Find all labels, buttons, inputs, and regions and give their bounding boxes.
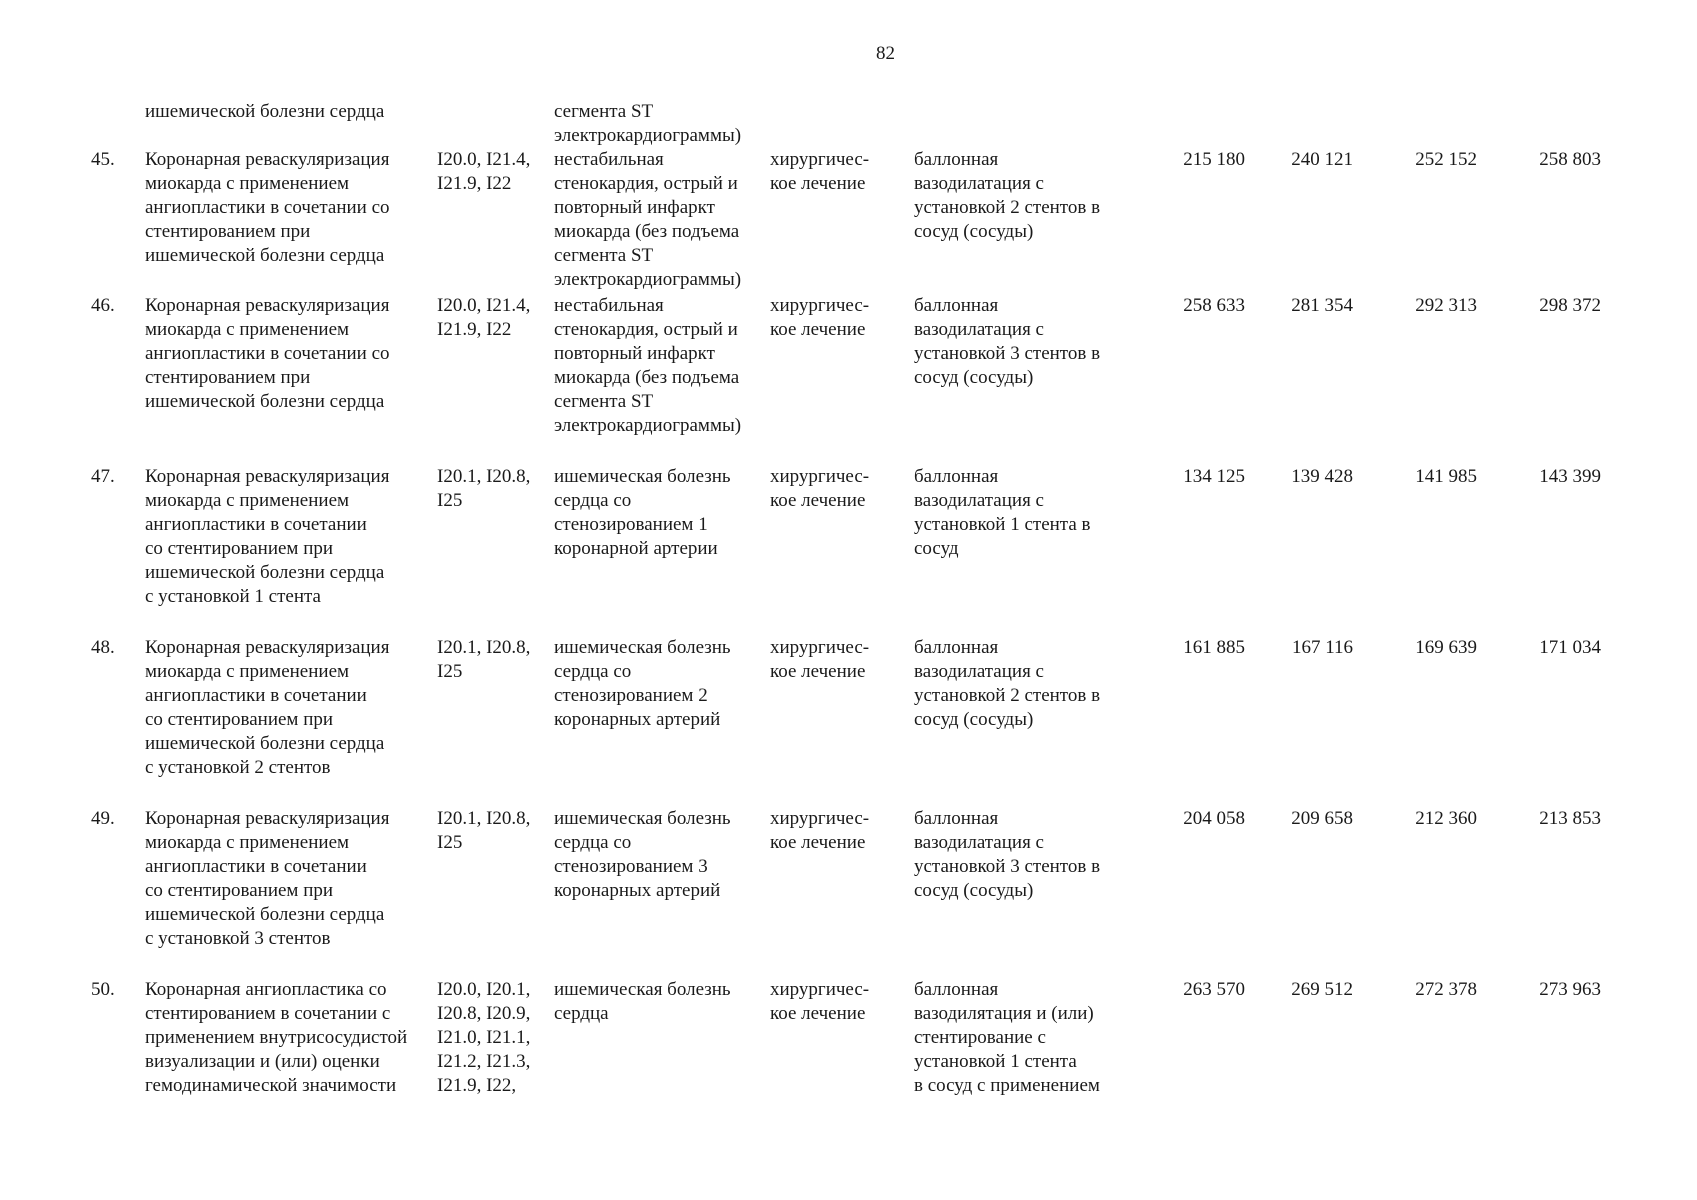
row-value-3: 212 360 [1415,808,1477,829]
row-number: 47. [91,466,115,487]
row-treatment: хирургичес- кое лечение [770,637,870,682]
row-treatment: хирургичес- кое лечение [770,149,870,194]
row-value-1: 204 058 [1183,808,1245,829]
row-codes: I20.0, I20.1, I20.8, I20.9, I21.0, I21.1, I21.2, I21.3, I21.9, I22, [437,979,531,1096]
row-method: баллонная вазодилатация с установкой 1 стента в сосуд [914,466,1091,559]
continuation-diagnosis: сегмента ST электрокардиограммы) [554,101,742,146]
row-value-4: 298 372 [1539,295,1601,316]
row-treatment: хирургичес- кое лечение [770,295,870,340]
row-value-2: 269 512 [1291,979,1353,1000]
row-value-3: 292 313 [1415,295,1477,316]
continuation-name: ишемической болезни сердца [145,101,385,122]
row-treatment: хирургичес- кое лечение [770,979,870,1024]
row-number: 49. [91,808,115,829]
row-diagnosis: нестабильная стенокардия, острый и повторный инфаркт миокарда (без подъема сегмента ST электрокардиограммы) [554,295,742,436]
row-method: баллонная вазодилятация и (или) стентирование с установкой 1 стента в сосуд с применением [914,979,1100,1096]
row-number: 50. [91,979,115,1000]
row-codes: I20.0, I21.4, I21.9, I22 [437,149,531,194]
row-value-2: 209 658 [1291,808,1353,829]
row-diagnosis: ишемическая болезнь сердца со стенозированием 2 коронарных артерий [554,637,731,730]
row-value-1: 258 633 [1183,295,1245,316]
row-value-2: 240 121 [1291,149,1353,170]
row-diagnosis: ишемическая болезнь сердца со стенозированием 1 коронарной артерии [554,466,731,559]
row-value-4: 273 963 [1539,979,1601,1000]
row-value-2: 139 428 [1291,466,1353,487]
row-value-3: 252 152 [1415,149,1477,170]
row-name: Коронарная ангиопластика со стентированием в сочетании с применением внутрисосудистой визуализации и (или) оценки гемодинамической значимости [145,979,408,1096]
row-codes: I20.1, I20.8, I25 [437,808,531,853]
row-name: Коронарная реваскуляризация миокарда с применением ангиопластики в сочетании со стентированием при ишемической болезни сердца с установкой 1 стента [145,466,390,607]
row-method: баллонная вазодилатация с установкой 2 стентов в сосуд (сосуды) [914,149,1101,242]
row-number: 45. [91,149,115,170]
row-value-2: 281 354 [1291,295,1353,316]
row-codes: I20.1, I20.8, I25 [437,466,531,511]
row-number: 48. [91,637,115,658]
row-diagnosis: нестабильная стенокардия, острый и повторный инфаркт миокарда (без подъема сегмента ST электрокардиограммы) [554,149,742,290]
row-value-4: 213 853 [1539,808,1601,829]
row-value-1: 215 180 [1183,149,1245,170]
row-name: Коронарная реваскуляризация миокарда с применением ангиопластики в сочетании со стентированием при ишемической болезни сердца с установкой 2 стентов [145,637,390,778]
row-name: Коронарная реваскуляризация миокарда с применением ангиопластики в сочетании со стентированием при ишемической болезни сердца [145,295,390,412]
row-value-3: 141 985 [1415,466,1477,487]
row-treatment: хирургичес- кое лечение [770,808,870,853]
row-diagnosis: ишемическая болезнь сердца со стенозированием 3 коронарных артерий [554,808,731,901]
row-name: Коронарная реваскуляризация миокарда с применением ангиопластики в сочетании со стентированием при ишемической болезни сердца с установкой 3 стентов [145,808,390,949]
row-value-4: 171 034 [1539,637,1601,658]
row-method: баллонная вазодилатация с установкой 3 стентов в сосуд (сосуды) [914,295,1101,388]
row-value-1: 134 125 [1183,466,1245,487]
row-method: баллонная вазодилатация с установкой 2 стентов в сосуд (сосуды) [914,637,1101,730]
row-value-3: 169 639 [1415,637,1477,658]
row-codes: I20.1, I20.8, I25 [437,637,531,682]
row-value-4: 258 803 [1539,149,1601,170]
row-method: баллонная вазодилатация с установкой 3 стентов в сосуд (сосуды) [914,808,1101,901]
page-number: 82 [876,43,895,64]
row-codes: I20.0, I21.4, I21.9, I22 [437,295,531,340]
row-value-2: 167 116 [1291,637,1353,658]
row-value-1: 161 885 [1183,637,1245,658]
row-number: 46. [91,295,115,316]
row-value-1: 263 570 [1183,979,1245,1000]
row-diagnosis: ишемическая болезнь сердца [554,979,731,1024]
row-value-4: 143 399 [1539,466,1601,487]
row-name: Коронарная реваскуляризация миокарда с применением ангиопластики в сочетании со стентированием при ишемической болезни сердца [145,149,390,266]
row-treatment: хирургичес- кое лечение [770,466,870,511]
row-value-3: 272 378 [1415,979,1477,1000]
